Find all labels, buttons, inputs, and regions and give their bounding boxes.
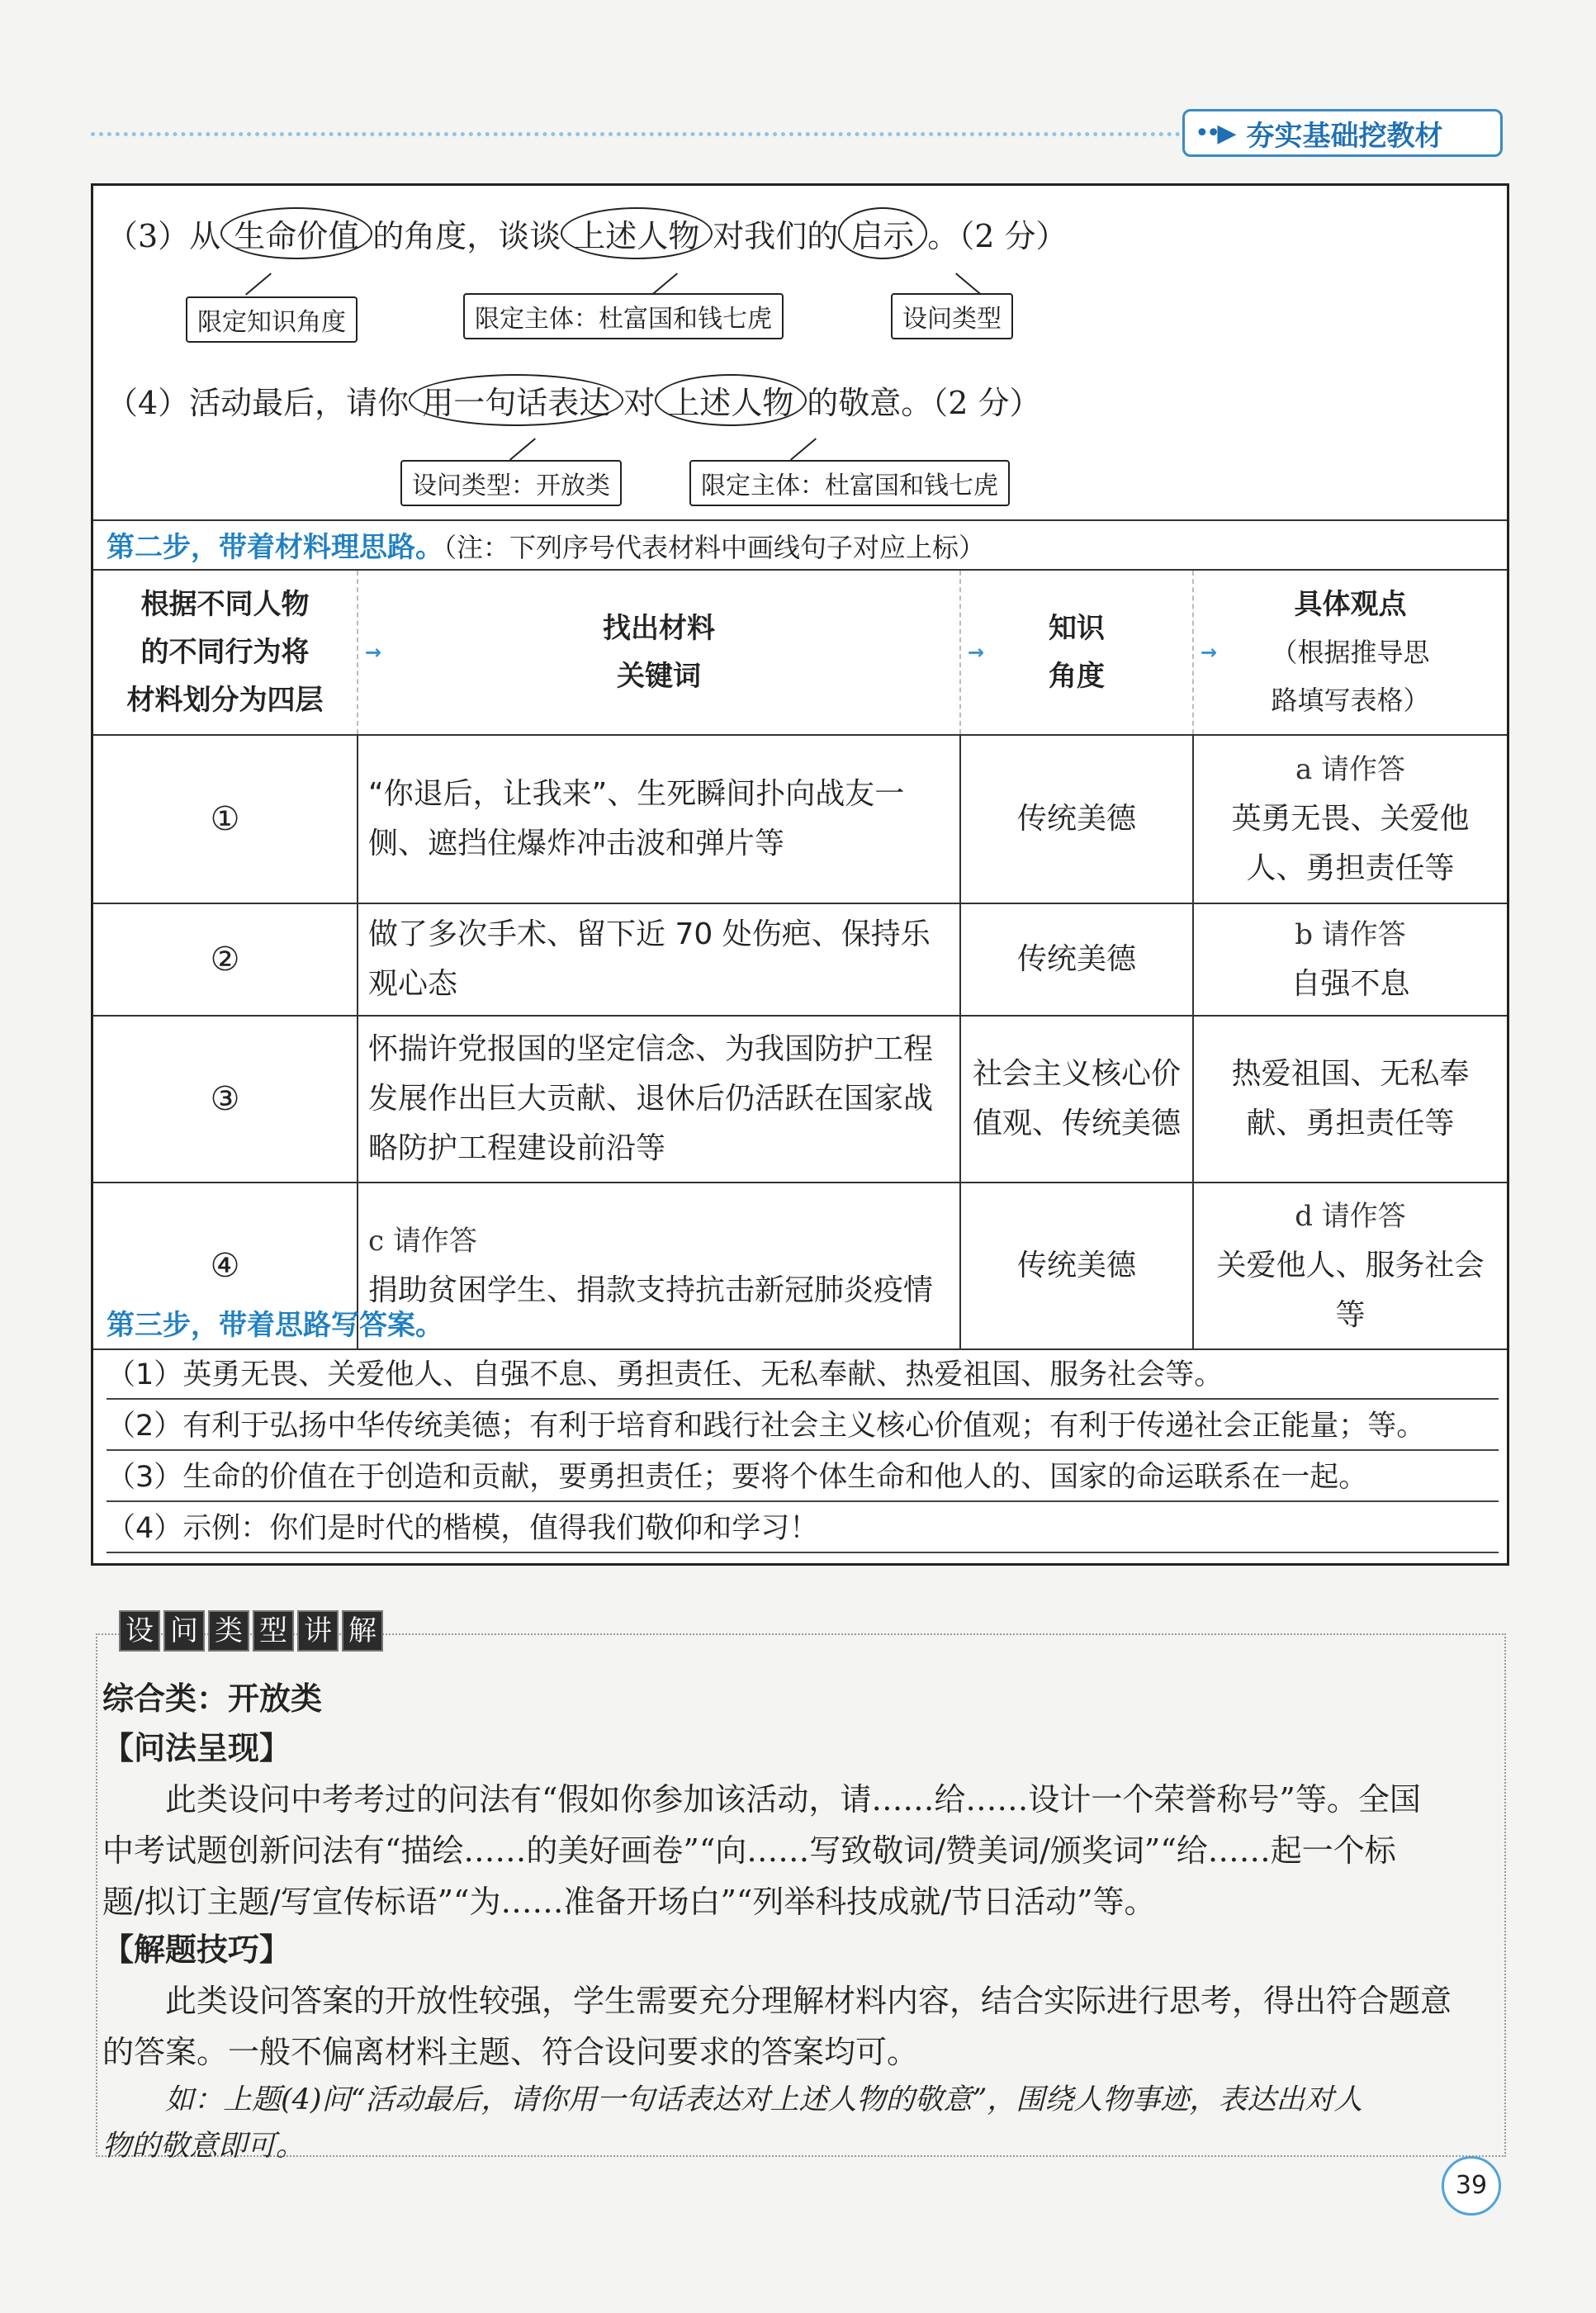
oval-life-value: 生命价值 — [220, 207, 372, 259]
table-row: ② 做了多次手术、留下近 70 处伤疤、保持乐观心态 传统美德 b 请作答 自强不息 — [93, 903, 1507, 1016]
answer-3: （3）生命的价值在于创造和贡献，要勇担责任；要将个体生命和他人的、国家的命运联系在一起。 — [107, 1454, 1494, 1502]
table-row: ④ c 请作答 捐助贫困学生、捐款支持抗击新冠肺炎疫情 传统美德 d 请作答 关爱他人、服务社会等 — [93, 1183, 1507, 1349]
answer-prompt: c 请作答 — [368, 1225, 477, 1258]
example-line-2: 物的敬意即可。 — [102, 2130, 305, 2163]
question-3: （3）从 生命价值 的角度，谈谈 上述人物 对我们的 启示 。（2 分） — [107, 207, 1068, 259]
example-line-1: 如：上题(4)问“活动最后，请你用一句话表达对上述人物的敬意”，围绕人物事迹，表达出对人 — [165, 2083, 1363, 2116]
page-number: 39 — [1442, 2156, 1501, 2216]
answer-prompt: a 请作答 — [1295, 753, 1406, 786]
arrow-right-icon: → — [1200, 641, 1217, 664]
label-open-type: 设问类型：开放类 — [400, 460, 622, 506]
paragraph-ask-methods-1: 此类设问中考考过的问法有“假如你参加该活动，请……给……设计一个荣誉称号”等。全国 — [165, 1781, 1421, 1818]
header-dotted-line — [91, 132, 1181, 136]
label-knowledge-angle: 限定知识角度 — [186, 296, 358, 343]
table-row: ③ 怀揣许党报国的坚定信念、为我国防护工程发展作出巨大贡献、退休后仍活跃在国家战略防护工程建设前沿等 社会主义核心价值观、传统美德 热爱祖国、无私奉献、勇担责任等 — [93, 1016, 1507, 1183]
answer-prompt: b 请作答 — [1295, 918, 1406, 951]
step3-title: 第三步，带着思路写答案。 — [107, 1309, 443, 1342]
paragraph-techniques-2: 的答案。一般不偏离材料主题、符合设问要求的答案均可。 — [102, 2034, 919, 2070]
answer-prompt: d 请作答 — [1295, 1200, 1406, 1233]
oval-inspiration: 启示 — [838, 207, 927, 259]
pointer-line — [955, 273, 982, 295]
oval-persons: 上述人物 — [655, 374, 807, 426]
heading-ask-methods: 【问法呈现】 — [102, 1730, 291, 1766]
heading-techniques: 【解题技巧】 — [102, 1931, 291, 1968]
section-tag — [1182, 109, 1503, 157]
label-subject: 限定主体：杜富国和钱七虎 — [463, 293, 784, 339]
question-type: 综合类：开放类 — [102, 1680, 323, 1717]
answer-4: （4）示例：你们是时代的楷模，值得我们敬仰和学习！ — [107, 1505, 1494, 1553]
table-row: ① “你退后，让我来”、生死瞬间扑向战友一侧、遮挡住爆炸冲击波和弹片等 传统美德 a 请作答 英勇无畏、关爱他人、勇担责任等 — [93, 735, 1507, 903]
pointer-line — [245, 273, 272, 295]
pointer-line — [509, 438, 536, 460]
paragraph-techniques-1: 此类设问答案的开放性较强，学生需要充分理解材料内容，结合实际进行思考，得出符合题意 — [165, 1983, 1452, 2019]
divider — [93, 519, 1507, 521]
paragraph-ask-methods-2: 中考试题创新问法有“描绘……的美好画卷”“向……写致敬词/赞美词/颁奖词”“给……起一个标 — [102, 1832, 1396, 1869]
label-question-type: 设问类型 — [891, 293, 1013, 339]
header-divide-layers: 根据不同人物 的不同行为将 材料划分为四层 → — [93, 570, 358, 735]
header-keywords: 找出材料 关键词 → — [358, 570, 960, 735]
table-header-row — [93, 570, 1507, 735]
oval-persons: 上述人物 — [561, 207, 713, 259]
pointer-line — [651, 273, 678, 295]
answer-1: （1）英勇无畏、关爱他人、自强不息、勇担责任、无私奉献、热爱祖国、服务社会等。 — [107, 1352, 1494, 1400]
question-4: （4）活动最后，请你 用一句话表达 对 上述人物 的敬意。（2 分） — [107, 374, 1041, 426]
arrow-right-icon: → — [364, 641, 381, 664]
oval-one-sentence: 用一句话表达 — [409, 374, 623, 426]
paragraph-ask-methods-3: 题/拟订主题/写宣传标语”“为……准备开场白”“列举科技成就/节日活动”等。 — [102, 1884, 1156, 1920]
arrow-icon: ••▶ — [1195, 118, 1234, 148]
arrow-right-icon: → — [967, 641, 984, 664]
section-title: 设 问 类 型 讲 解 — [119, 1610, 386, 1652]
analysis-box — [91, 183, 1509, 1566]
label-subject: 限定主体：杜富国和钱七虎 — [689, 460, 1010, 506]
header-specific-view: 具体观点 （根据推导思 路填写表格） — [1193, 570, 1507, 735]
header-knowledge-angle: 知识 角度 → — [960, 570, 1193, 735]
analysis-table — [93, 569, 1507, 1350]
answer-2: （2）有利于弘扬中华传统美德；有利于培育和践行社会主义核心价值观；有利于传递社会正能量；等。 — [107, 1403, 1494, 1451]
section-tag-label: 夯实基础挖教材 — [1246, 119, 1443, 153]
step2-title: 第二步，带着材料理思路。（注：下列序号代表材料中画线句子对应上标） — [107, 531, 986, 564]
pointer-line — [790, 438, 817, 460]
